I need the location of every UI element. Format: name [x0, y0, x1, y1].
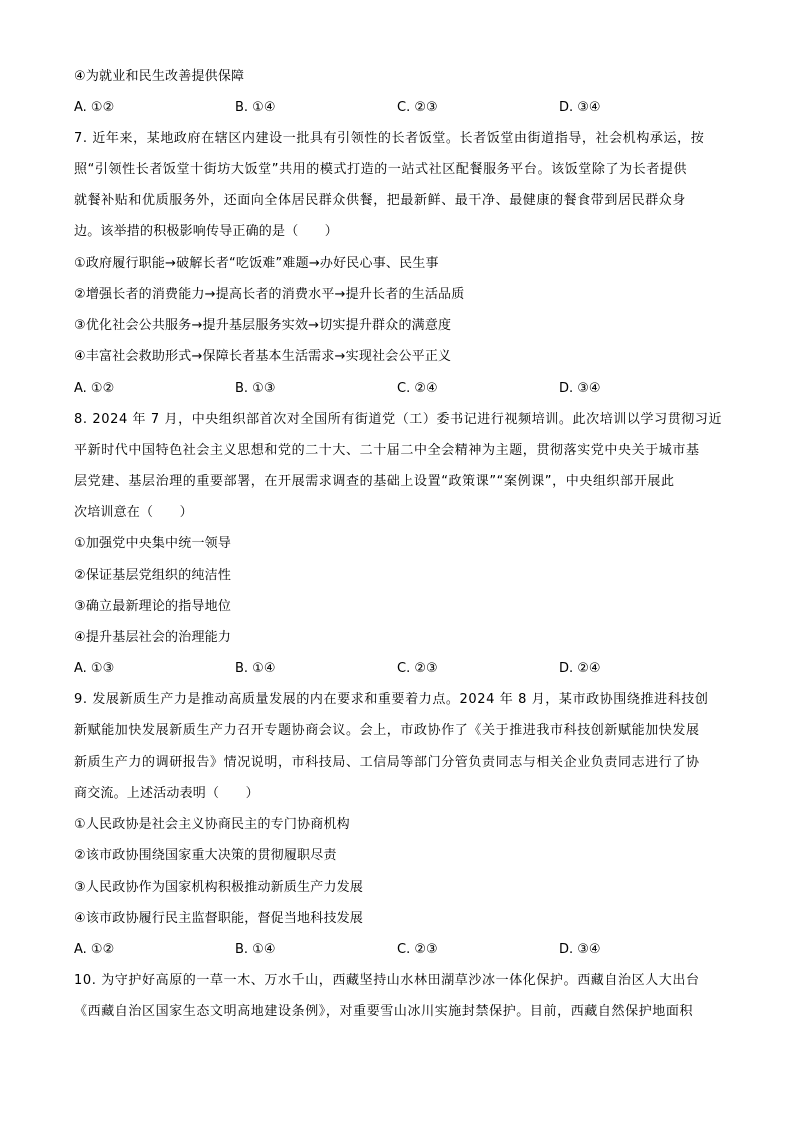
q9-option-a: A. ①② [74, 942, 115, 957]
q9-stem-line-2: 新赋能加快发展新质生产力召开专题协商会议。会上，市政协作了《关于推进我市科技创新赋能加快发展 [74, 723, 700, 738]
q8-item-1: ①加强党中央集中统一领导 [74, 536, 232, 551]
q6-item-4: ④为就业和民生改善提供保障 [74, 69, 245, 84]
q7-option-b: B. ①③ [235, 381, 276, 396]
q8-item-2: ②保证基层党组织的纯洁性 [74, 568, 232, 583]
q9-options [74, 941, 714, 959]
q7-options [74, 380, 714, 398]
q9-stem-line-3: 新质生产力的调研报告》情况说明，市科技局、工信局等部门分管负责同志与相关企业负责同志进行了协 [74, 755, 700, 770]
q9-stem-line-1: 9. 发展新质生产力是推动高质量发展的内在要求和重要着力点。2024 年 8 月，某市政协围绕推进科技创 [74, 692, 709, 707]
q8-stem-line-4: 次培训意在（ ） [74, 505, 193, 520]
q7-item-4: ④丰富社会救助形式→保障长者基本生活需求→实现社会公平正义 [74, 349, 452, 364]
q7-stem-line-4: 边。该举措的积极影响传导正确的是（ ） [74, 224, 339, 239]
q9-option-c: C. ②③ [397, 942, 438, 957]
q8-item-4: ④提升基层社会的治理能力 [74, 630, 232, 645]
q10-stem-line-2: 《西藏自治区国家生态文明高地建设条例》，对重要雪山冰川实施封禁保护。目前，西藏自然保护地面积 [74, 1004, 694, 1019]
q6-option-c: C. ②③ [397, 100, 438, 115]
q9-item-2: ②该市政协围绕国家重大决策的贯彻履职尽责 [74, 848, 337, 863]
q8-stem-line-3: 层党建、基层治理的重要部署，在开展需求调查的基础上设置“政策课”“案例课”，中央组织部开展此 [74, 474, 675, 489]
q7-item-3: ③优化社会公共服务→提升基层服务实效→切实提升群众的满意度 [74, 318, 452, 333]
q7-option-c: C. ②④ [397, 381, 438, 396]
q9-stem-line-4: 商交流。上述活动表明（ ） [74, 786, 259, 801]
q7-item-1: ①政府履行职能→破解长者“吃饭难”难题→办好民心事、民生事 [74, 256, 439, 271]
q9-item-3: ③人民政协作为国家机构积极推动新质生产力发展 [74, 880, 364, 895]
q7-stem-line-1: 7. 近年来，某地政府在辖区内建设一批具有引领性的长者饭堂。长者饭堂由街道指导，社会机构承运，按 [74, 131, 705, 146]
q8-option-c: C. ②③ [397, 661, 438, 676]
q7-item-2: ②增强长者的消费能力→提高长者的消费水平→提升长者的生活品质 [74, 287, 465, 302]
q8-item-3: ③确立最新理论的指导地位 [74, 599, 232, 614]
q7-stem-line-2: 照“引领性长者饭堂十街坊大饭堂”共用的模式打造的一站式社区配餐服务平台。该饭堂除了为长者提供 [74, 162, 688, 177]
q9-item-4: ④该市政协履行民主监督职能，督促当地科技发展 [74, 911, 364, 926]
q6-options [74, 99, 714, 117]
q10-stem-line-1: 10. 为守护好高原的一草一木、万水千山，西藏坚持山水林田湖草沙冰一体化保护。西藏自治区人大出台 [74, 973, 700, 988]
q8-stem-line-2: 平新时代中国特色社会主义思想和党的二十大、二十届二中全会精神为主题，贯彻落实党中央关于城市基 [74, 443, 700, 458]
q9-option-b: B. ①④ [235, 942, 276, 957]
q8-stem-line-1: 8. 2024 年 7 月，中央组织部首次对全国所有街道党（工）委书记进行视频培训。此次培训以学习贯彻习近 [74, 412, 723, 427]
q8-option-b: B. ①④ [235, 661, 276, 676]
q6-option-b: B. ①④ [235, 100, 276, 115]
q9-item-1: ①人民政协是社会主义协商民主的专门协商机构 [74, 817, 350, 832]
q7-stem-line-3: 就餐补贴和优质服务外，还面向全体居民群众供餐，把最新鲜、最干净、最健康的餐食带到居民群众身 [74, 193, 687, 208]
q7-option-d: D. ③④ [559, 381, 601, 396]
q8-option-d: D. ②④ [559, 661, 601, 676]
q8-option-a: A. ①③ [74, 661, 115, 676]
q7-option-a: A. ①② [74, 381, 115, 396]
q6-option-a: A. ①② [74, 100, 115, 115]
q8-options [74, 660, 714, 678]
q6-option-d: D. ③④ [559, 100, 601, 115]
q9-option-d: D. ③④ [559, 942, 601, 957]
